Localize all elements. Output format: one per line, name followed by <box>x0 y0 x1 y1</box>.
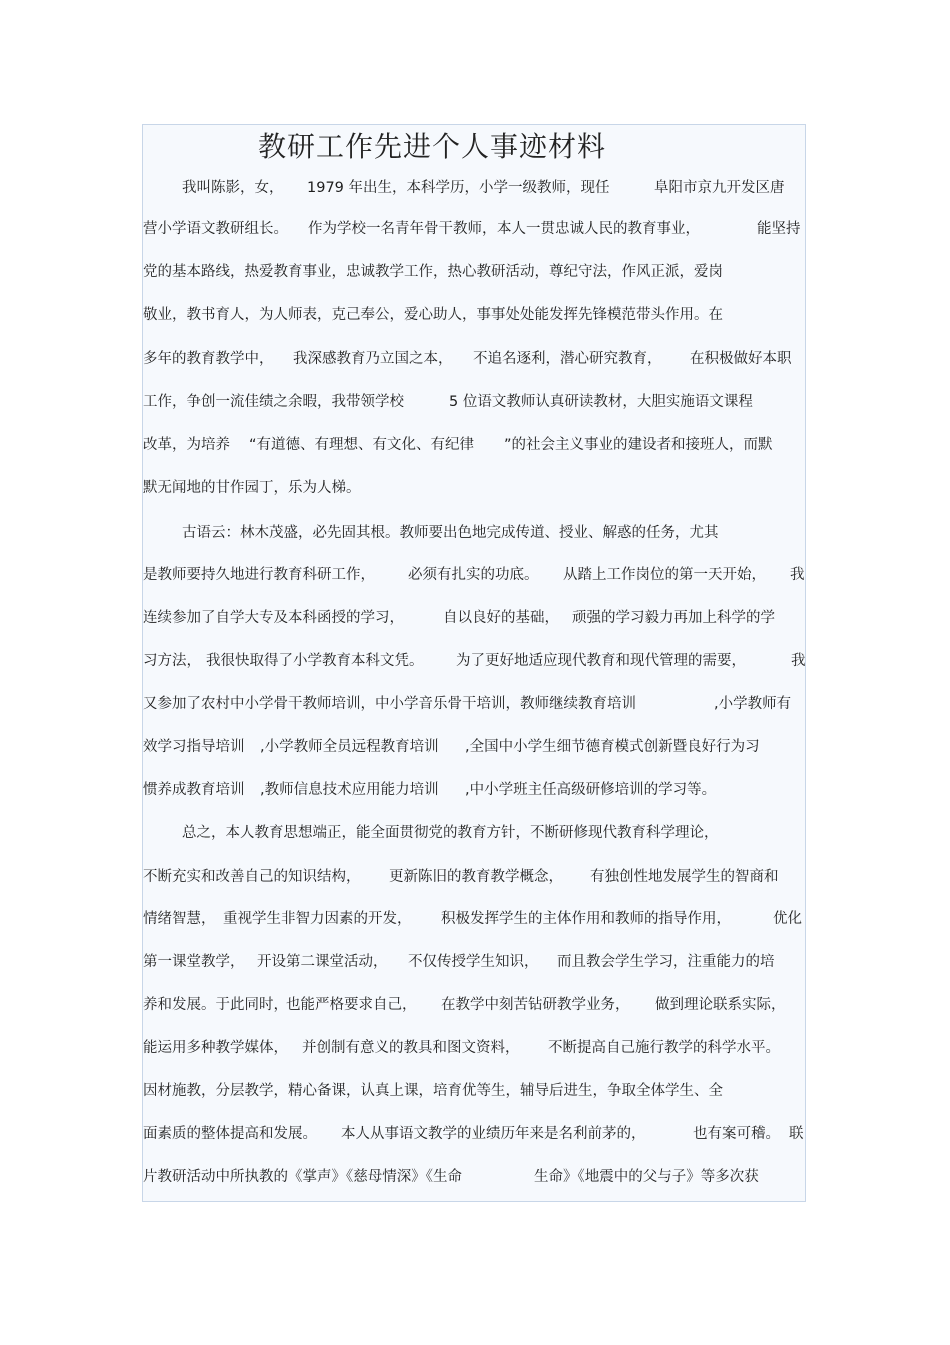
text-line <box>143 778 805 802</box>
text-segment: 习方法， <box>143 653 201 669</box>
text-line <box>143 433 805 457</box>
text-segment: 我 <box>791 653 806 669</box>
text-segment: 联 <box>789 1126 804 1142</box>
text-segment: 面素质的整体提高和发展。 <box>143 1126 317 1142</box>
text-segment: 而且教会学生学习，注重能力的培 <box>557 954 775 970</box>
text-segment: ,教师信息技术应用能力培训 <box>260 782 439 798</box>
text-segment: 我叫陈影，女， <box>182 180 284 196</box>
text-segment: 古语云：林木茂盛，必先固其根。教师要出色地完成传道、授业、解惑的任务，尤其 <box>182 525 719 541</box>
text-segment: 作为学校一名青年骨干教师， <box>308 221 497 237</box>
text-segment: 第一课堂教学， <box>143 954 245 970</box>
text-line <box>143 1079 805 1103</box>
text-segment: 效学习指导培训 <box>143 739 245 755</box>
text-segment: 默无闻地的甘作园丁，乐为人梯。 <box>143 480 361 496</box>
text-line <box>143 563 805 587</box>
text-segment: 从踏上工作岗位的第一天开始， <box>563 567 766 583</box>
text-line <box>143 821 805 845</box>
document-title: 教研工作先进个人事迹材料 <box>258 130 607 163</box>
text-segment: ,中小学班主任高级研修培训的学习等。 <box>465 782 717 798</box>
text-segment: ,小学教师全员远程教育培训 <box>260 739 439 755</box>
text-segment: 优化 <box>773 911 802 927</box>
text-line <box>143 1122 805 1146</box>
text-line <box>143 176 805 200</box>
text-segment: 自以良好的基础， <box>443 610 559 626</box>
text-line <box>143 347 805 371</box>
text-segment: 5 位语文教师认真研读教材，大胆实施语文课程 <box>449 394 753 410</box>
text-line <box>143 303 805 327</box>
text-segment: 生命》《地震中的父与子》等多次获 <box>534 1169 759 1185</box>
text-segment: 必须有扎实的功底。 <box>408 567 539 583</box>
text-segment: 是教师要持久地进行教育科研工作， <box>143 567 375 583</box>
text-segment: 敬业，教书育人，为人师表，克己奉公，爱心助人，事事处处能发挥先锋模范带头作用。在 <box>143 307 723 323</box>
text-line <box>143 606 805 630</box>
text-line <box>143 735 805 759</box>
text-segment: 连续参加了自学大专及本科函授的学习， <box>143 610 404 626</box>
text-segment: 党的基本路线，热爱教育事业，忠诚教学工作，热心教研活动，尊纪守法，作风正派，爱岗 <box>143 264 723 280</box>
text-segment: 在教学中刻苦钻研教学业务， <box>441 997 630 1013</box>
text-segment: ”的社会主义事业的建设者和接班人，而默 <box>504 437 773 453</box>
text-segment: 能坚持 <box>757 221 801 237</box>
text-segment: 在积极做好本职 <box>690 351 792 367</box>
text-segment: 开设第二课堂活动， <box>257 954 388 970</box>
text-line <box>143 907 805 931</box>
text-segment: 养和发展。于此同时， <box>143 997 288 1013</box>
text-segment: “有道德、有理想、有文化、有纪律 <box>249 437 475 453</box>
text-line <box>143 1165 805 1189</box>
text-segment: 惯养成教育培训 <box>143 782 245 798</box>
text-segment: 工作，争创一流佳绩之余暇，我带领学校 <box>143 394 404 410</box>
text-segment: 情绪智慧， <box>143 911 216 927</box>
text-line <box>143 649 805 673</box>
text-segment: 不断提高自己施行教学的科学水平。 <box>548 1040 780 1056</box>
text-segment: 总之，本人教育思想端正，能全面贯彻党的教育方针，不断研修现代教育科学理论， <box>182 825 719 841</box>
text-line <box>143 476 805 500</box>
text-segment: 不追名逐利，潜心研究教育， <box>473 351 662 367</box>
text-segment: 并创制有意义的教具和图文资料， <box>302 1040 520 1056</box>
text-line <box>143 692 805 716</box>
text-segment: 我 <box>790 567 805 583</box>
text-segment: 做到理论联系实际， <box>655 997 786 1013</box>
text-segment: 阜阳市京九开发区唐 <box>654 180 785 196</box>
text-line <box>143 521 805 545</box>
text-segment: ,小学教师有 <box>714 696 792 712</box>
text-segment: 因材施教，分层教学，精心备课，认真上课，培育优等生，辅导后进生，争取全体学生、全 <box>143 1083 723 1099</box>
text-segment: 本人从事语文教学的业绩历年来是名利前茅的， <box>341 1126 646 1142</box>
text-line <box>143 217 805 241</box>
text-line <box>143 260 805 284</box>
text-line <box>143 865 805 889</box>
text-segment: 也能严格要求自己， <box>286 997 417 1013</box>
text-segment: 多年的教育教学中， <box>143 351 274 367</box>
text-segment: 我深感教育乃立国之本， <box>293 351 453 367</box>
text-segment: 重视学生非智力因素的开发， <box>223 911 412 927</box>
text-segment: ,全国中小学生细节德育模式创新暨良好行为习 <box>465 739 760 755</box>
text-line <box>143 950 805 974</box>
text-segment: 改革，为培养 <box>143 437 230 453</box>
text-segment: 1979 年出生，本科学历，小学一级教师，现任 <box>307 180 610 196</box>
text-segment: 片教研活动中所执教的《掌声》《慈母情深》《生命 <box>143 1169 462 1185</box>
text-segment: 有独创性地发展学生的智商和 <box>590 869 779 885</box>
text-segment: 营小学语文教研组长。 <box>143 221 288 237</box>
text-segment: 积极发挥学生的主体作用和教师的指导作用， <box>441 911 731 927</box>
text-line <box>143 993 805 1017</box>
text-segment: 为了更好地适应现代教育和现代管理的需要， <box>456 653 746 669</box>
text-segment: 不断充实和改善自己的知识结构， <box>143 869 361 885</box>
text-segment: 也有案可稽。 <box>693 1126 780 1142</box>
text-line <box>143 390 805 414</box>
text-segment: 顽强的学习毅力再加上科学的学 <box>572 610 775 626</box>
text-segment: 更新陈旧的教育教学概念， <box>389 869 563 885</box>
text-segment: 又参加了农村中小学骨干教师培训，中小学音乐骨干培训，教师继续教育培训 <box>143 696 636 712</box>
text-segment: 不仅传授学生知识， <box>408 954 539 970</box>
text-line <box>143 1036 805 1060</box>
text-segment: 能运用多种教学媒体， <box>143 1040 288 1056</box>
text-segment: 我很快取得了小学教育本科文凭。 <box>206 653 424 669</box>
text-segment: 本人一贯忠诚人民的教育事业， <box>497 221 700 237</box>
